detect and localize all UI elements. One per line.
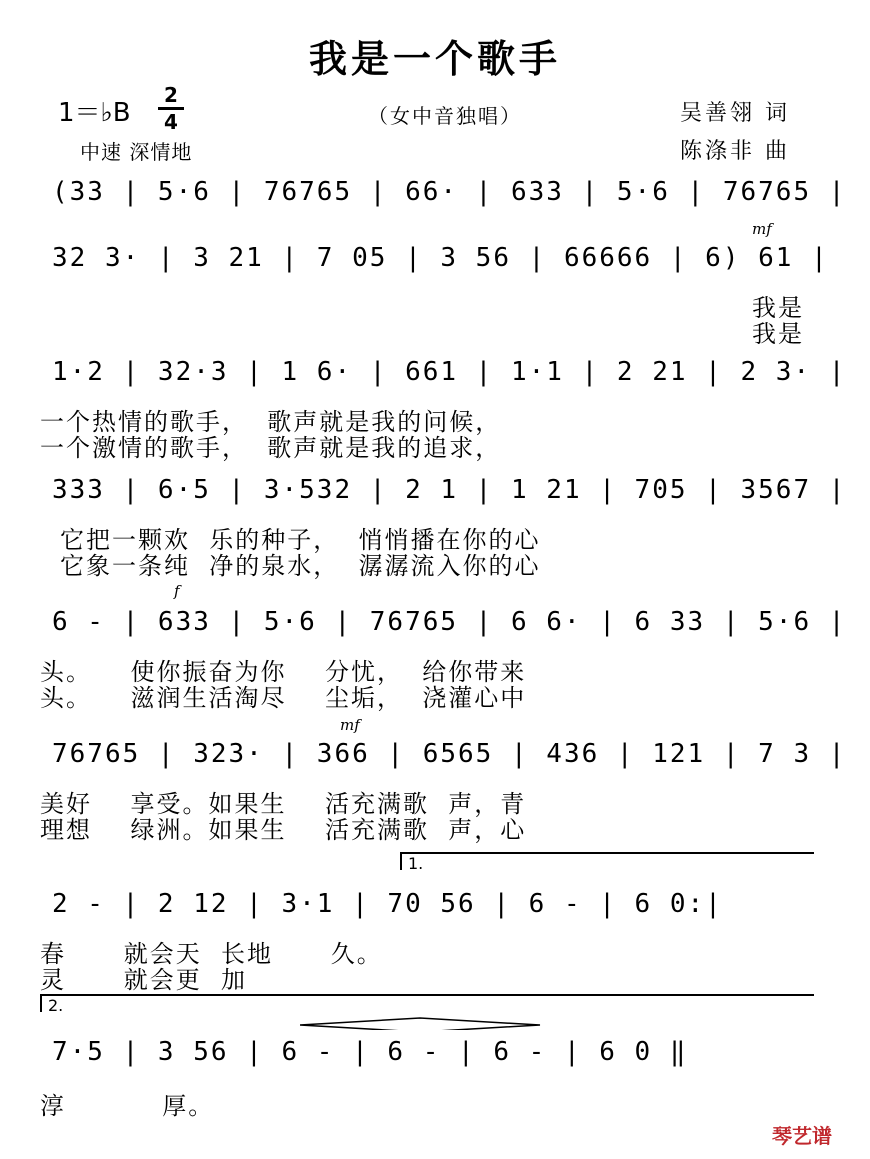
site-logo: 琴艺谱	[772, 1124, 832, 1148]
volta-number: 2.	[48, 996, 64, 1015]
lyric-line: 我是	[752, 320, 804, 348]
volta-bracket-2	[40, 994, 814, 1012]
staff-system-1	[0, 172, 870, 212]
notation-line: 6 - | 633 | 5·6 | 76765 | 6 6· | 6 33 | 5·6 |	[52, 607, 847, 637]
voice-type: （女中音独唱）	[368, 104, 522, 128]
dynamic-mark: mf	[752, 220, 772, 238]
time-top: 2	[164, 83, 178, 107]
lyric-line: 理想 绿洲。如果生 活充满歌 声，心	[40, 816, 527, 844]
lyric-line: 它象一条纯 净的泉水， 潺潺流入你的心	[60, 552, 541, 580]
song-title: 我是一个歌手	[308, 36, 561, 81]
lyric-line: 一个热情的歌手， 歌声就是我的问候，	[40, 408, 502, 436]
staff-system-8	[0, 1032, 870, 1072]
staff-system-5	[0, 582, 870, 642]
staff-system-7	[0, 884, 870, 924]
lyric-line: 头。 使你振奋为你 分忧， 给你带来	[40, 658, 527, 686]
volta-bracket-1	[400, 852, 814, 870]
lyric-line: 淳 厚。	[40, 1092, 215, 1120]
notation-line: 32 3· | 3 21 | 7 05 | 3 56 | 66666 | 6) 61 |	[52, 243, 829, 273]
notation-line: 7·5 | 3 56 | 6 - | 6 - | 6 - | 6 0 ‖	[52, 1037, 688, 1067]
crescendo-hairpin	[300, 1016, 660, 1030]
lyric-line: 它把一颗欢 乐的种子， 悄悄播在你的心	[60, 526, 541, 554]
lyric-line: 我是	[752, 294, 804, 322]
dynamic-mark: f	[174, 582, 180, 600]
staff-system-4	[0, 470, 870, 510]
notation-line: 2 - | 2 12 | 3·1 | 70 56 | 6 - | 6 0:|	[52, 889, 723, 919]
key-signature: 1＝♭B	[58, 98, 131, 128]
volta-number: 1.	[408, 854, 424, 873]
dynamic-mark: mf	[340, 716, 360, 734]
composer: 陈涤非 曲	[680, 139, 790, 164]
staff-system-6	[0, 716, 870, 774]
lyric-line: 春 就会天 长地 久。	[40, 940, 383, 968]
notation-line: 1·2 | 32·3 | 1 6· | 661 | 1·1 | 2 21 | 2 3· |	[52, 357, 847, 387]
lyric-line: 一个激情的歌手， 歌声就是我的追求，	[40, 434, 502, 462]
staff-system-3	[0, 352, 870, 392]
notation-line: 76765 | 323· | 366 | 6565 | 436 | 121 | 7 3 |	[52, 739, 847, 769]
notation-line: (33 | 5·6 | 76765 | 66· | 633 | 5·6 | 76765 |	[52, 177, 847, 207]
notation-line: 333 | 6·5 | 3·532 | 2 1 | 1 21 | 705 | 3567 |	[52, 475, 847, 505]
lyric-line: 美好 享受。如果生 活充满歌 声，青	[40, 790, 527, 818]
staff-system-2	[0, 220, 870, 278]
tempo-marking: 中速 深情地	[80, 140, 193, 164]
lyric-line: 头。 滋润生活淘尽 尘垢， 浇灌心中	[40, 684, 527, 712]
time-signature	[158, 84, 184, 133]
lyricist: 吴善翎 词	[680, 101, 790, 126]
lyric-line: 灵 就会更 加	[40, 966, 248, 994]
time-bottom: 4	[164, 110, 178, 134]
